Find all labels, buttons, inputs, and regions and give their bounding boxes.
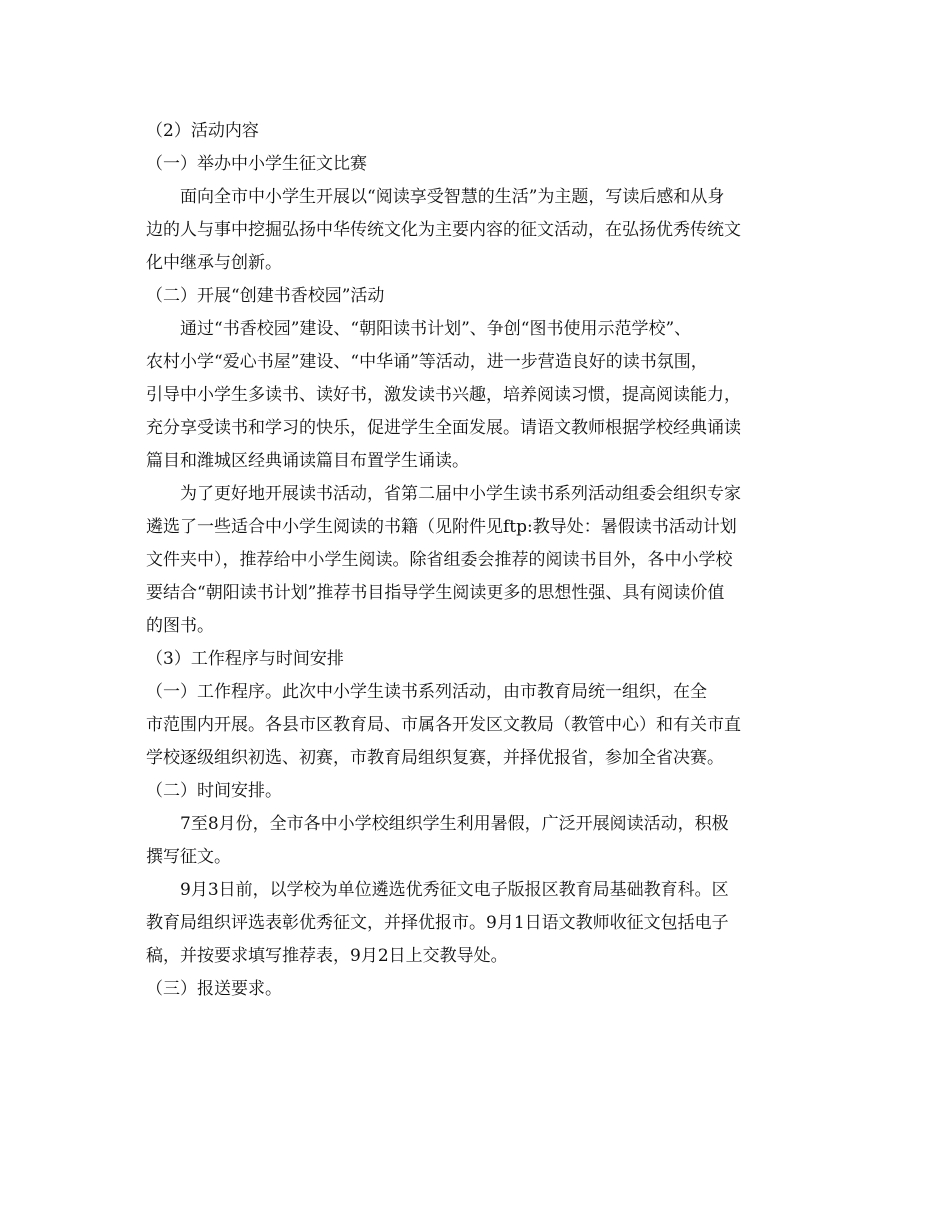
paragraph-line: 要结合“朝阳读书计划”推荐书目指导学生阅读更多的思想性强、具有阅读价值: [146, 583, 725, 603]
paragraph-line: 化中继承与创新。: [146, 253, 282, 273]
paragraph-line: 9月3日前，以学校为单位遴选优秀征文电子版报区教育局基础教育科。区: [146, 880, 729, 900]
paragraph-line: 边的人与事中挖掘弘扬中华传统文化为主要内容的征文活动，在弘扬优秀传统文: [146, 220, 741, 240]
paragraph-line: 面向全市中小学生开展以“阅读享受智慧的生活”为主题，写读后感和从身: [146, 187, 725, 207]
paragraph-line: 为了更好地开展读书活动，省第二届中小学生读书系列活动组委会组织专家: [146, 484, 741, 504]
paragraph-line: 充分享受读书和学习的快乐，促进学生全面发展。请语文教师根据学校经典诵读: [146, 418, 741, 438]
paragraph-line: 市范围内开展。各县市区教育局、市属各开发区文教局（教管中心）和有关市直: [146, 715, 741, 735]
paragraph-line: 农村小学“爱心书屋”建设、“中华诵”等活动，进一步营造良好的读书氛围，: [146, 352, 708, 372]
subheading-schedule: （二）时间安排。: [146, 781, 282, 801]
paragraph-line: 篇目和潍城区经典诵读篇目布置学生诵读。: [146, 451, 469, 471]
subheading-submission-requirements: （三）报送要求。: [146, 979, 282, 999]
paragraph-line: 学校逐级组织初选、初赛，市教育局组织复赛，并择优报省，参加全省决赛。: [146, 748, 724, 768]
paragraph-line: 通过“书香校园”建设、“朝阳读书计划”、争创“图书使用示范学校”、: [146, 319, 692, 339]
paragraph-line: 7至8月份，全市各中小学校组织学生利用暑假，广泛开展阅读活动，积极: [146, 814, 729, 834]
paragraph-line: 引导中小学生多读书、读好书，激发读书兴趣，培养阅读习惯，提高阅读能力，: [146, 385, 741, 405]
paragraph-line: 遴选了一些适合中小学生阅读的书籍（见附件见ftp:教导处：暑假读书活动计划: [146, 517, 737, 537]
paragraph-line: 稿，并按要求填写推荐表，9月2日上交教导处。: [146, 946, 508, 966]
paragraph-line: 教育局组织评选表彰优秀征文，并择优报市。9月1日语文教师收征文包括电子: [146, 913, 729, 933]
paragraph-line: （一）工作程序。此次中小学生读书系列活动，由市教育局统一组织，在全: [146, 682, 707, 702]
document-body: [146, 115, 806, 1006]
section-heading-2: （2）活动内容: [146, 121, 259, 141]
paragraph-line: 文件夹中），推荐给中小学生阅读。除省组委会推荐的阅读书目外，各中小学校: [146, 550, 733, 570]
paragraph-line: 的图书。: [146, 616, 214, 636]
subheading-book-campus: （二）开展“创建书香校园”活动: [146, 286, 385, 306]
section-heading-3: （3）工作程序与时间安排: [146, 649, 344, 669]
paragraph-line: 撰写征文。: [146, 847, 231, 867]
subheading-essay-contest: （一）举办中小学生征文比赛: [146, 154, 367, 174]
